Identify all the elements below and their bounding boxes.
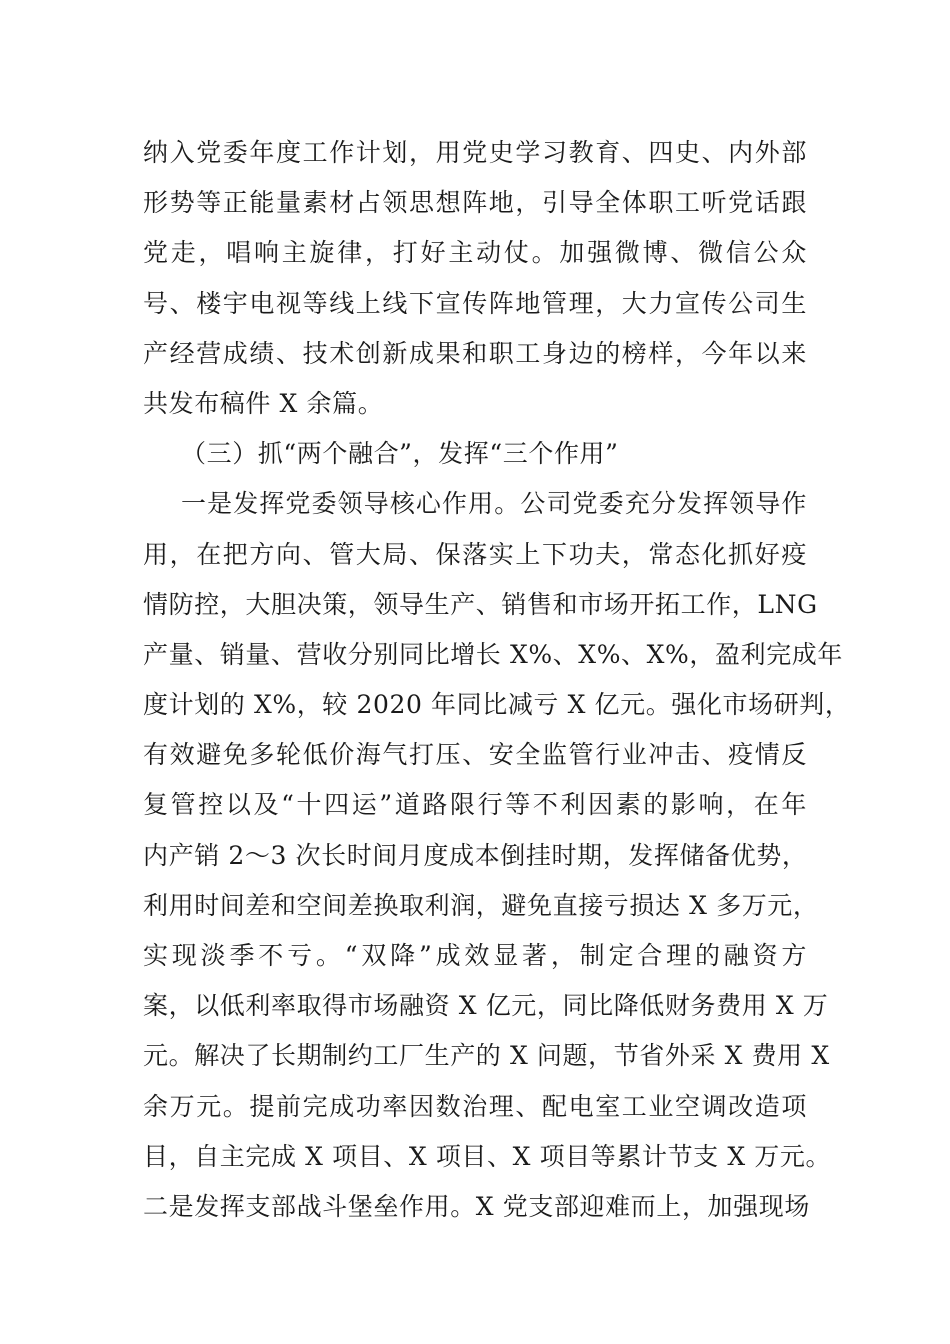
text-line: 元。解决了长期制约工厂生产的 X 问题，节省外采 X 费用 X	[143, 1041, 830, 1071]
text-line: 情防控，大胆决策，领导生产、销售和市场开拓工作，LNG	[143, 589, 818, 619]
text-line: 产量、销量、营收分别同比增长 X%、X%、X%，盈利完成年	[143, 639, 844, 669]
text-line: 纳入党委年度工作计划，用党史学习教育、四史、内外部	[143, 138, 807, 167]
text-line: 形势等正能量素材占领思想阵地，引导全体职工听党话跟	[143, 188, 807, 218]
text-line: 目，自主完成 X 项目、X 项目、X 项目等累计节支 X 万元。	[143, 1141, 832, 1171]
text-line: 党走，唱响主旋律，打好主动仗。加强微博、微信公众	[143, 238, 807, 268]
text-line: 号、楼宇电视等线上线下宣传阵地管理，大力宣传公司生	[143, 288, 807, 318]
text-line: 利用时间差和空间差换取利润，避免直接亏损达 X 多万元，	[143, 890, 819, 920]
text-line: 案，以低利率取得市场融资 X 亿元，同比降低财务费用 X 万	[143, 991, 829, 1021]
text-line: 产经营成绩、技术创新成果和职工身边的榜样，今年以来	[143, 338, 807, 368]
text-line: 共发布稿件 X 余篇。	[143, 388, 384, 418]
text-line: 复管控以及“十四运”道路限行等不利因素的影响，在年	[143, 790, 807, 820]
text-line: 度计划的 X%，较 2020 年同比减亏 X 亿元。强化市场研判，	[143, 690, 851, 720]
document-body	[143, 128, 851, 1232]
text-line: 用，在把方向、管大局、保落实上下功夫，常态化抓好疫	[143, 539, 807, 569]
text-line: 二是发挥支部战斗堡垒作用。X 党支部迎难而上，加强现场	[143, 1191, 810, 1221]
section-heading: （三）抓“两个融合”，发挥“三个作用”	[181, 439, 619, 469]
text-line: 一是发挥党委领导核心作用。公司党委充分发挥领导作	[181, 489, 807, 519]
text-line: 内产销 2～3 次长时间月度成本倒挂时期，发挥储备优势，	[143, 840, 808, 870]
text-line: 有效避免多轮低价海气打压、安全监管行业冲击、疫情反	[143, 740, 807, 770]
text-line: 余万元。提前完成功率因数治理、配电室工业空调改造项	[143, 1091, 807, 1121]
text-line: 实现淡季不亏。“双降”成效显著，制定合理的融资方	[143, 941, 807, 970]
